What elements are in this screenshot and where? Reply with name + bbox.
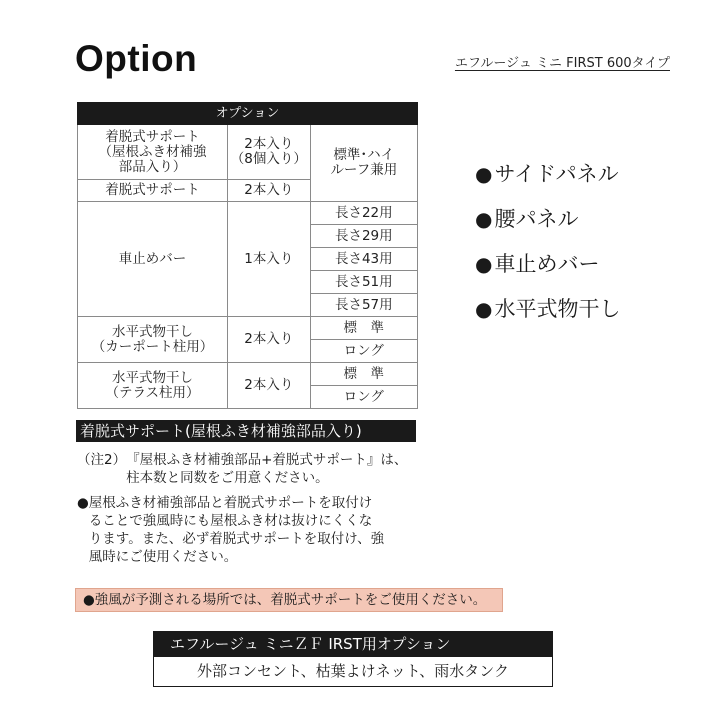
bullet-icon: ● — [475, 162, 493, 186]
product-name: エフルージュ ミニ FIRST 600タイプ — [454, 56, 670, 71]
option-name-cell: 水平式物干し （カーポート柱用） — [78, 317, 228, 363]
option-name-cell: 水平式物干し （テラス柱用） — [78, 363, 228, 409]
feature-label: 車止めバー — [494, 252, 600, 276]
quantity-cell: 2本入り — [228, 317, 311, 363]
bullet-icon: ● — [77, 495, 89, 511]
section-heading: 着脱式サポート(屋根ふき材補強部品入り) — [76, 420, 416, 442]
table-row — [78, 202, 418, 225]
quantity-cell: 2本入り — [228, 363, 311, 409]
table-header: オプション — [78, 103, 418, 125]
note-block — [77, 451, 427, 566]
spec-cell: 長さ51用 — [310, 271, 417, 294]
note-text: 『屋根ふき材補強部品+着脱式サポート』は、 柱本数と同数をご用意ください。 — [126, 452, 408, 486]
mini-option-title: エフルージュ ミニＺＦ IRST用オプション — [154, 632, 552, 657]
spec-cell: ロング — [310, 340, 417, 363]
spec-cell: 長さ57用 — [310, 294, 417, 317]
feature-label: サイドパネル — [494, 162, 619, 186]
spec-cell: ロング — [310, 386, 417, 409]
note-text: 屋根ふき材補強部品と着脱式サポートを取付け ることで強風時にも屋根ふき材は抜けにくくな ります。また、必ず着脱式サポートを取付け、強 風時にご使用ください。 — [88, 495, 385, 565]
list-item — [475, 287, 620, 332]
spec-cell: 標 準 — [310, 317, 417, 340]
note-lead: （注2） — [77, 452, 127, 468]
spec-cell: 長さ43用 — [310, 248, 417, 271]
option-name-cell: 着脱式サポート — [78, 180, 228, 202]
spec-cell: 長さ29用 — [310, 225, 417, 248]
table-row — [78, 125, 418, 180]
feature-label: 水平式物干し — [494, 297, 621, 321]
option-name-cell: 車止めバー — [78, 202, 228, 317]
bullet-icon: ● — [475, 297, 493, 321]
option-table — [77, 102, 418, 409]
table-row — [78, 363, 418, 386]
note-item — [77, 451, 427, 487]
table-row — [78, 317, 418, 340]
feature-list — [475, 152, 620, 332]
spec-cell: 標準･ハイ ルーフ兼用 — [310, 125, 417, 202]
mini-option-items: 外部コンセント、枯葉よけネット、雨水タンク — [196, 662, 509, 680]
spec-cell: 標 準 — [310, 363, 417, 386]
bullet-icon: ● — [475, 207, 493, 231]
spec-cell: 長さ22用 — [310, 202, 417, 225]
quantity-cell: 2本入り — [228, 180, 311, 202]
bullet-icon: ● — [475, 252, 493, 276]
quantity-cell: 2本入り （8個入り） — [228, 125, 311, 180]
list-item — [475, 242, 620, 287]
mini-option-box — [153, 631, 553, 687]
list-item — [475, 152, 620, 197]
note-item — [77, 494, 427, 566]
page-title: Option — [75, 38, 198, 79]
feature-label: 腰パネル — [494, 207, 579, 231]
list-item — [475, 197, 620, 242]
warning-box: ●強風が予測される場所では、着脱式サポートをご使用ください。 — [75, 588, 503, 612]
option-name-cell: 着脱式サポート （屋根ふき材補強 部品入り） — [78, 125, 228, 180]
quantity-cell: 1本入り — [228, 202, 311, 317]
